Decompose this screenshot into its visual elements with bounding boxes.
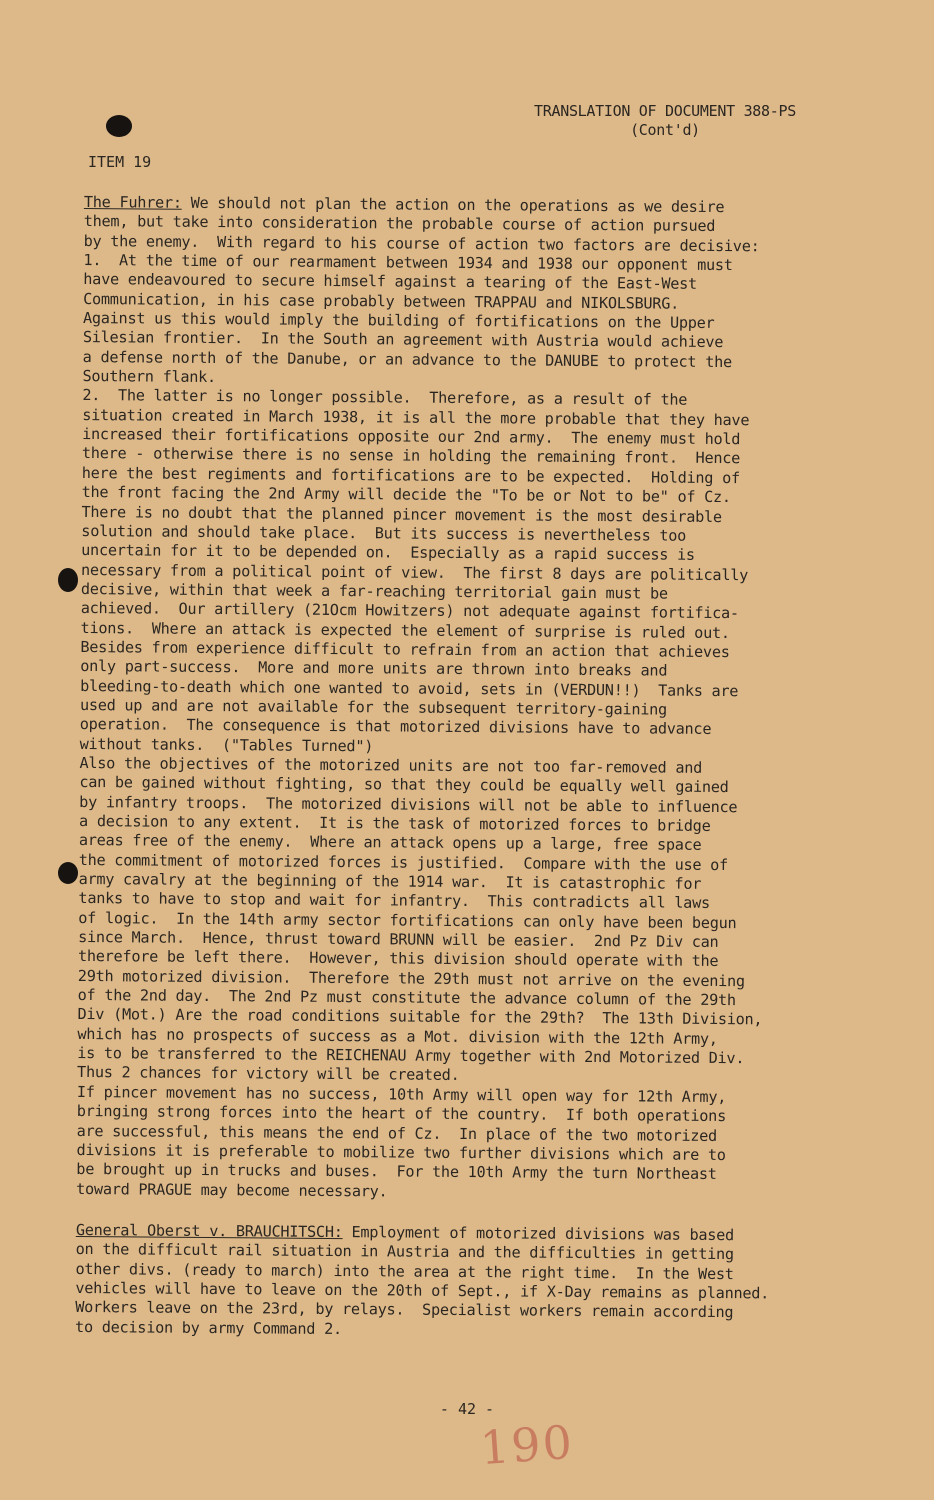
text-line: are successful, this means the end of Cz. In place of the two motorized	[76, 1121, 718, 1145]
text-line: There is no doubt that the planned pincer movement is the most desirable	[81, 502, 722, 526]
text-line: bringing strong forces into the heart of the country. If both operations	[76, 1102, 727, 1126]
text-line: can be gained without fighting, so that they could be equally well gained	[79, 773, 729, 797]
text-line: the commitment of motorized forces is justified. Compare with the use of	[78, 850, 729, 874]
page-number: - 42 -	[439, 1400, 495, 1418]
text-line: If pincer movement has no success, 10th Army will open way for 12th Army,	[76, 1082, 727, 1106]
text-line: Thus 2 chances for victory will be created.	[77, 1063, 460, 1085]
text-line: be brought up in trucks and buses. For the 10th Army the turn Northeast	[76, 1160, 717, 1184]
document-body	[75, 193, 844, 1343]
section1-lines	[76, 212, 844, 1204]
text-line: operation. The consequence is that motorized divisions have to advance	[79, 715, 712, 739]
text-line: since March. Hence, thrust toward BRUNN will be easier. 2nd Pz Div can	[78, 928, 719, 952]
text-line: used up and are not available for the subsequent territory-gaining	[79, 695, 668, 719]
text-line: by the enemy. With regard to his course of action two factors are decisive:	[83, 231, 760, 255]
text-line: Besides from experience difficult to refrain from an action that achieves	[80, 637, 730, 661]
section1-first-line-text: We should not plan the action on the operations as we desire	[181, 193, 725, 217]
punch-hole-bottom	[58, 862, 78, 884]
text-line: a decision to any extent. It is the task of motorized forces to bridge	[78, 811, 711, 835]
text-line: here the best regiments and fortifications are to be expected. Holding of	[81, 463, 740, 487]
text-line: is to be transferred to the REICHENAU Army together with 2nd Motorized Div.	[77, 1044, 745, 1068]
punch-hole-top	[106, 115, 132, 137]
text-line: to decision by army Command 2.	[75, 1317, 342, 1338]
text-line: 1. At the time of our rearmament between 1934 and 1938 our opponent must	[83, 251, 733, 275]
text-line: areas free of the enemy. Where an attack opens up a large, free space	[78, 831, 702, 855]
text-line: Southern flank.	[82, 367, 217, 387]
text-line: 29th motorized division. Therefore the 29th must not arrive on the evening	[77, 966, 745, 990]
text-line: by infantry troops. The motorized divisions will not be able to influence	[79, 792, 738, 816]
handwritten-page-number: 190	[478, 1414, 576, 1476]
text-line: Workers leave on the 23rd, by relays. Specialist workers remain according	[75, 1298, 734, 1322]
text-line: divisions it is preferable to mobilize two further divisions which are to	[76, 1140, 726, 1164]
text-line: necessary from a political point of view. The first 8 days are politically	[80, 560, 749, 584]
text-line: of logic. In the 14th army sector fortifications can only have been begun	[78, 908, 737, 932]
text-line: Against us this would imply the building of fortifications on the Upper	[82, 309, 715, 333]
speaker-fuhrer: The Fuhrer:	[83, 193, 182, 212]
section2-lines	[75, 1240, 836, 1343]
document-title: TRANSLATION OF DOCUMENT 388-PS	[534, 102, 796, 120]
text-line: solution and should take place. But its success is nevertheless too	[81, 521, 687, 545]
text-line: tions. Where an attack is expected the element of surprise is ruled out.	[80, 618, 730, 642]
text-line: achieved. Our artillery (21Ocm Howitzers) not adequate against fortifica-	[80, 599, 739, 623]
text-line: Div (Mot.) Are the road conditions suitable for the 29th? The 13th Division,	[77, 1005, 763, 1029]
text-line: decisive, within that week a far-reaching territorial gain must be	[80, 579, 668, 603]
text-line: vehicles will have to leave on the 20th of Sept., if X-Day remains as planned.	[75, 1278, 770, 1303]
text-line: a defense north of the Danube, or an advance to the DANUBE to protect the	[82, 347, 733, 371]
text-line: Communication, in his case probably between TRAPPAU and NIKOLSBURG.	[83, 289, 680, 313]
text-line: therefore be left there. However, this division should operate with the	[77, 947, 719, 971]
text-line: situation created in March 1938, it is all the more probable that they have	[82, 405, 750, 430]
text-line: Also the objectives of the motorized units are not too far-removed and	[79, 753, 703, 777]
text-line: Silesian frontier. In the South an agreement with Austria would achieve	[82, 328, 724, 352]
section2-first-line-text: Employment of motorized divisions was based	[342, 1222, 735, 1245]
text-line: other divs. (ready to march) into the area at the right time. In the West	[75, 1259, 734, 1283]
text-line: army cavalry at the beginning of the 1914 war. It is catastrophic for	[78, 870, 702, 893]
text-line: without tanks. ("Tables Turned")	[79, 734, 374, 755]
document-header	[500, 102, 830, 140]
item-label: ITEM 19	[88, 153, 152, 171]
text-line: of the 2nd day. The 2nd Pz must constitute the advance column of the 29th	[77, 986, 736, 1010]
text-line: toward PRAGUE may become necessary.	[76, 1179, 388, 1200]
text-line: bleeding-to-death which one wanted to avoid, sets in (VERDUN!!) Tanks are	[80, 676, 739, 700]
text-line: which has no prospects of success as a Mot. division with the 12th Army,	[77, 1024, 718, 1048]
punch-hole-middle	[58, 568, 78, 592]
text-line: 2. The latter is no longer possible. Therefore, as a result of the	[82, 386, 688, 410]
text-line: them, but take into consideration the probable course of action pursued	[83, 212, 716, 236]
speaker-brauchitsch: General Oberst v. BRAUCHITSCH:	[75, 1220, 343, 1241]
text-line: the front facing the 2nd Army will decide the "To be or Not to be" of Cz.	[81, 483, 731, 507]
text-line: tanks to have to stop and wait for infantry. This contradicts all laws	[78, 889, 710, 913]
text-line: there - otherwise there is no sense in holding the remaining front. Hence	[81, 444, 741, 468]
text-line: increased their fortifications opposite our 2nd army. The enemy must hold	[82, 425, 741, 449]
text-line: on the difficult rail situation in Austria and the difficulties in getting	[75, 1240, 734, 1264]
text-line: only part-success. More and more units are thrown into breaks and	[80, 657, 668, 680]
text-line: have endeavoured to secure himself against a tearing of the East-West	[83, 270, 698, 294]
text-line: uncertain for it to be depended on. Especially as a rapid success is	[81, 541, 695, 564]
document-subtitle: (Cont'd)	[630, 121, 700, 139]
